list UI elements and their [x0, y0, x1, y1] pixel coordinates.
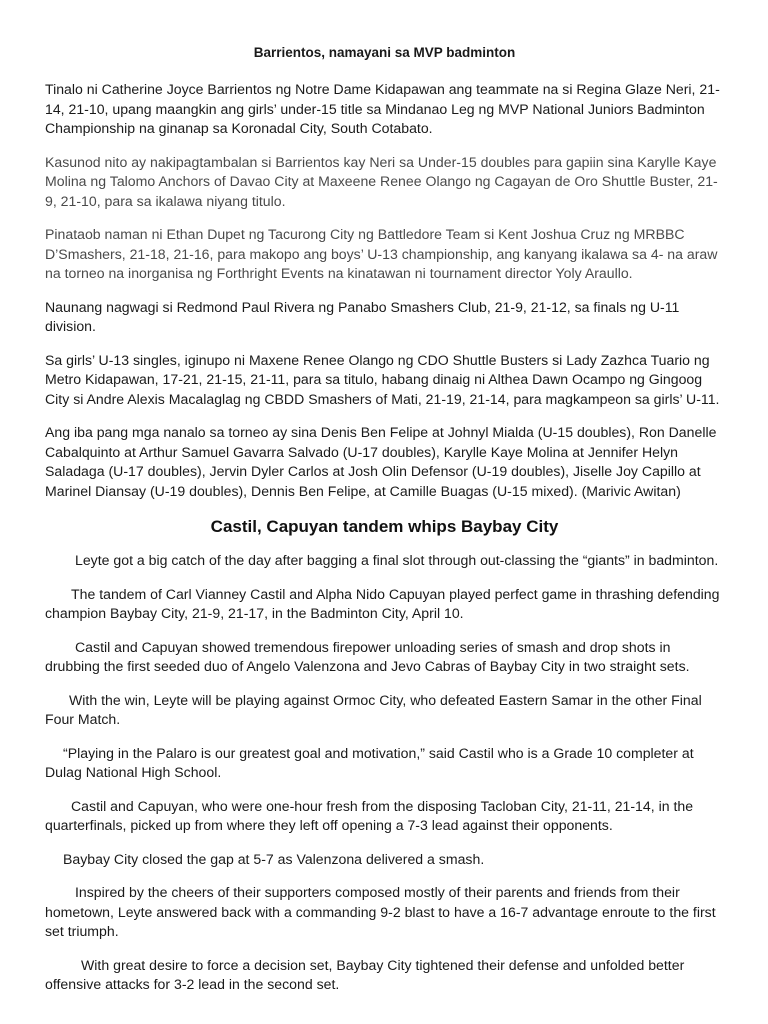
article-paragraph: Ang iba pang mga nanalo sa torneo ay sina Denis Ben Felipe at Johnyl Mialda (U-15 doubles), Ron Danelle Cabalquinto at Arthur Samuel Gavarra Salvado (U-17 doubles), Karylle Kaye Molina at Jennifer Helyn Saladaga (U-17 doubles), Jervin Dyler Carlos at Josh Olin Defensor (U-19 doubles), Jiselle Joy Capillo at Marinel Diansay (U-19 doubles), Dennis Ben Felipe, at Camille Buagas (U-15 mixed). (Marivic Awitan) — [45, 424, 717, 499]
article-paragraph: Pinataob naman ni Ethan Dupet ng Tacurong City ng Battledore Team si Kent Joshua Cruz ng MRBBC D’Smashers, 21-18, 21-16, para makopo ang boys’ U-13 championship, ang kanyang ikalawa sa 4- na araw na torneo na inorganisa ng Forthright Events na kinatawan ni tournament director Yoly Araullo. — [45, 226, 718, 281]
article-paragraph: Kasunod nito ay nakipagtambalan si Barrientos kay Neri sa Under-15 doubles para gapiin sina Karylle Kaye Molina ng Talomo Anchors of Davao City at Maxeene Renee Olango ng Cagayan de Oro Shuttle Buster, 21-9, 21-10, para sa ikalawa niyang titulo. — [45, 153, 718, 209]
article-paragraph: Castil and Capuyan showed tremendous firepower unloading series of smash and drop shots in drubbing the first seeded duo of Angelo Valenzona and Jevo Cabras of Baybay City in two straight sets. — [45, 638, 690, 674]
article-barrientos — [45, 43, 724, 501]
article-paragraph: Baybay City closed the gap at 5-7 as Valenzona delivered a smash. — [63, 850, 485, 867]
article-paragraph: With the win, Leyte will be playing against Ormoc City, who defeated Eastern Samar in the other Final Four Match. — [45, 691, 702, 727]
article-castil-capuyan — [45, 515, 724, 995]
article-title: Barrientos, namayani sa MVP badminton — [253, 45, 516, 60]
article-paragraph: With great desire to force a decision set, Baybay City tightened their defense and unfolded better offensive attacks for 3-2 lead in the second set. — [45, 956, 685, 992]
article-paragraph: Naunang nagwagi si Redmond Paul Rivera ng Panabo Smashers Club, 21-9, 21-12, sa finals ng U-11 division. — [45, 298, 680, 334]
article-paragraph: Leyte got a big catch of the day after bagging a final slot through out-classing the “giants” in badminton. — [75, 552, 719, 568]
article-paragraph: Castil and Capuyan, who were one-hour fresh from the disposing Tacloban City, 21-11, 21-14, in the quarterfinals, picked up from where they left off opening a 7-3 lead against their opponents. — [45, 797, 694, 833]
article-paragraph: Inspired by the cheers of their supporters composed mostly of their parents and friends from their hometown, Leyte answered back with a commanding 9-2 blast to have a 16-7 advantage enroute to the first set triumph. — [45, 884, 716, 939]
article-paragraph: The tandem of Carl Vianney Castil and Alpha Nido Capuyan played perfect game in thrashing defending champion Baybay City, 21-9, 21-17, in the Badminton City, April 10. — [45, 585, 720, 621]
article-paragraph: “Playing in the Palaro is our greatest goal and motivation,” said Castil who is a Grade 10 completer at Dulag National High School. — [45, 744, 694, 780]
article-paragraph: Sa girls’ U-13 singles, iginupo ni Maxene Renee Olango ng CDO Shuttle Busters si Lady Zazhca Tuario ng Metro Kidapawan, 17-21, 21-15, 21-11, para sa titulo, habang dinaig ni Althea Dawn Ocampo ng Gingoog City si Andre Alexis Macalaglag ng CBDD Smashers of Mati, 21-19, 21-14, para magkampeon sa girls’ U-11. — [45, 351, 720, 407]
article-title: Castil, Capuyan tandem whips Baybay City — [210, 517, 559, 536]
article-paragraph: Tinalo ni Catherine Joyce Barrientos ng Notre Dame Kidapawan ang teammate na si Regina Glaze Neri, 21-14, 21-10, upang maangkin ang girls’ under-15 title sa Mindanao Leg ng MVP National Juniors Badminton Championship na ginanap sa Koronadal City, South Cotabato. — [45, 81, 720, 136]
